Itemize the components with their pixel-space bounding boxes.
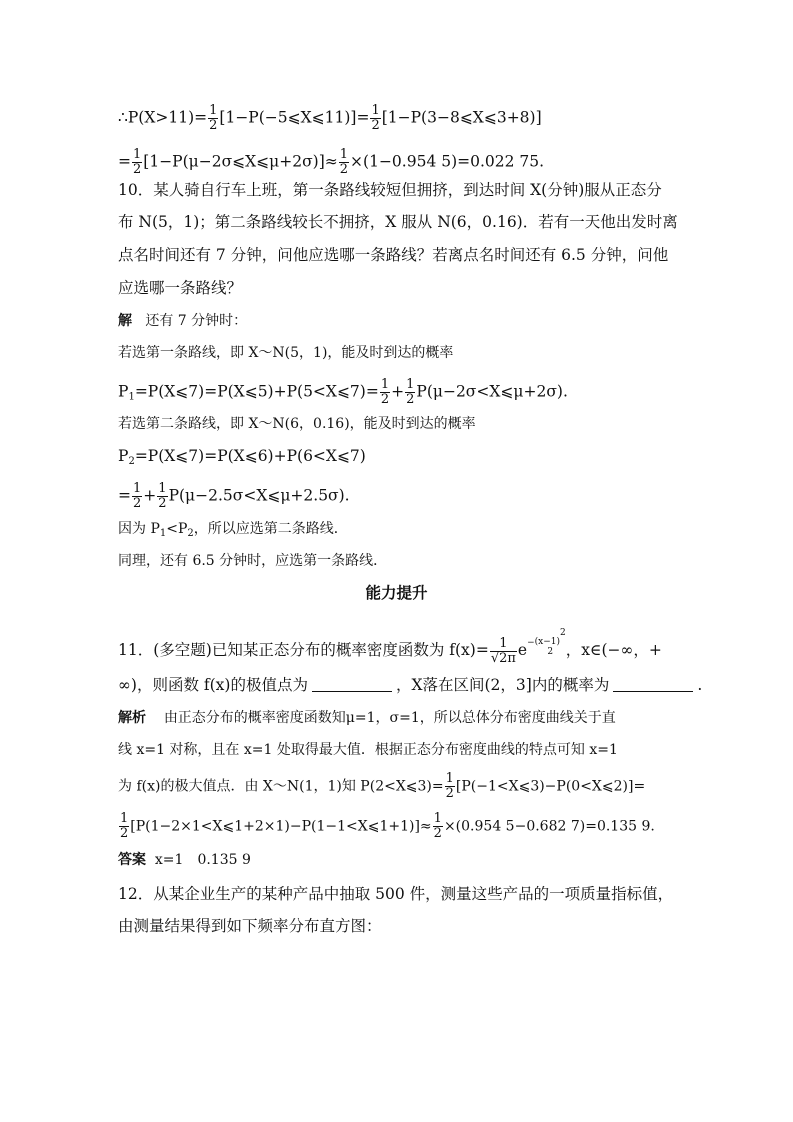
solution-label: 解 [118, 313, 132, 329]
eq-text: = [118, 152, 131, 171]
eq-text: ×(1−0.954 5)=0.022 75. [350, 152, 545, 171]
analysis-line-3: 为 f(x)的极大值点．由 X～N(1，1)知 P(2<X⩽3)= $\frac{1}{2}$ [P(−1<X⩽3)−P(0<X⩽2)]= [118, 771, 646, 801]
q12-line-2: 由测量结果得到如下频率分布直方图： [118, 917, 382, 935]
fraction: $\frac{1}{2}$ [445, 771, 454, 801]
p2-equation-cont: = $\frac{1}{2}$ + $\frac{1}{2}$ P(μ−2.5σ<X⩽μ+2.5σ). [118, 481, 350, 511]
q11-line-2: ∞)，则函数 f(x)的极值点为 ，X落在区间(2，3]内的概率为 . [118, 676, 703, 694]
solution-line-3: 若选第二条路线，即 X～N(6，0.16)，能及时到达的概率 [118, 416, 476, 432]
fraction: $\frac{1}{2}$ [371, 103, 380, 133]
solution-line-1 [118, 311, 247, 331]
q11-line-1: 11．(多空题)已知某正态分布的概率密度函数为 f(x)= $\frac{1}{√2\pi}$ e− (x−1)2 2 ，x∈(−∞，+ [118, 628, 662, 666]
fraction: $\frac{1}{2}$ [133, 147, 142, 177]
solution-line-2: 若选第一条路线，即 X～N(5，1)，能及时到达的概率 [118, 345, 454, 361]
fraction: $\frac{1}{2}$ [433, 811, 442, 841]
analysis-line-1: 解析 由正态分布的概率密度函数知μ=1，σ=1，所以总体分布密度曲线关于直 [118, 710, 616, 726]
section-heading: 能力提升 [365, 583, 428, 602]
analysis-label: 解析 [118, 710, 146, 726]
solution-line-5: 同理，还有 6.5 分钟时，应选第一条路线． [118, 553, 388, 569]
answer-value: x=1 0.135 9 [154, 852, 251, 868]
solution-text: 还有 7 分钟时： [145, 313, 248, 329]
eq-text: [1−P(μ−2σ⩽X⩽μ+2σ)]≈ [143, 152, 338, 171]
solution-line-4: 因为 $P_1<P_2$，所以应选第二条路线． [118, 521, 348, 539]
q12-line-1: 12．从某企业生产的某种产品中抽取 500 件，测量这些产品的一项质量指标值， [118, 885, 674, 903]
answer-blank-1 [312, 677, 392, 692]
q10-line-1: 10．某人骑自行车上班，第一条路线较短但拥挤，到达时间 X(分钟)服从正态分 [118, 181, 662, 199]
eq-text: [1−P(3−8⩽X⩽3+8)] [381, 108, 542, 127]
fraction: $\frac{1}{√2\pi}$ [490, 635, 516, 666]
fraction: $\frac{1}{2}$ [209, 103, 218, 133]
exponent: − (x−1)2 2 [527, 628, 566, 657]
fraction: $\frac{1}{2}$ [406, 377, 415, 407]
analysis-line-4: $\frac{1}{2}$ [P(1−2×1<X⩽1+2×1)−P(1−1<X⩽1+1)]≈ $\frac{1}{2}$ ×(0.954 5−0.682 7)=0.135 9. [120, 811, 655, 841]
eq-text: [1−P(−5⩽X⩽11)]= [219, 108, 370, 127]
answer-blank-2 [613, 677, 693, 692]
eq-text: ∴P(X>11)= [118, 108, 208, 127]
q10-line-3: 点名时间还有 7 分钟，问他应选哪一条路线？若离点名时间还有 6.5 分钟，问他 [118, 246, 669, 264]
equation-line-2 [118, 148, 544, 177]
equation-line-1 [118, 104, 542, 133]
p2-equation: $P_2=P(X⩽7)=P(X⩽6)+P(6<X⩽7)$ [118, 447, 366, 467]
fraction: $\frac{1}{2}$ [158, 481, 167, 511]
q10-line-4: 应选哪一条路线？ [118, 279, 243, 297]
fraction: $\frac{1}{2}$ [120, 811, 129, 841]
fraction: $\frac{1}{2}$ [339, 147, 349, 177]
q10-line-2: 布 N(5，1)；第二条路线较长不拥挤，X 服从 N(6，0.16)．若有一天他出发时离 [118, 213, 678, 231]
p1-equation: $P_1=P(X⩽7)=P(X⩽5)+P(5<X⩽7)=$ $\frac{1}{2}$ + $\frac{1}{2}$ P(μ−2σ<X⩽μ+2σ). [118, 377, 568, 407]
answer-label: 答案 [118, 852, 146, 868]
fraction: $\frac{1}{2}$ [133, 481, 142, 511]
fraction: $\frac{1}{2}$ [380, 377, 390, 407]
answer-line [118, 850, 251, 870]
analysis-line-2: 线 x=1 对称，且在 x=1 处取得最大值．根据正态分布密度曲线的特点可知 x=1 [118, 742, 618, 758]
